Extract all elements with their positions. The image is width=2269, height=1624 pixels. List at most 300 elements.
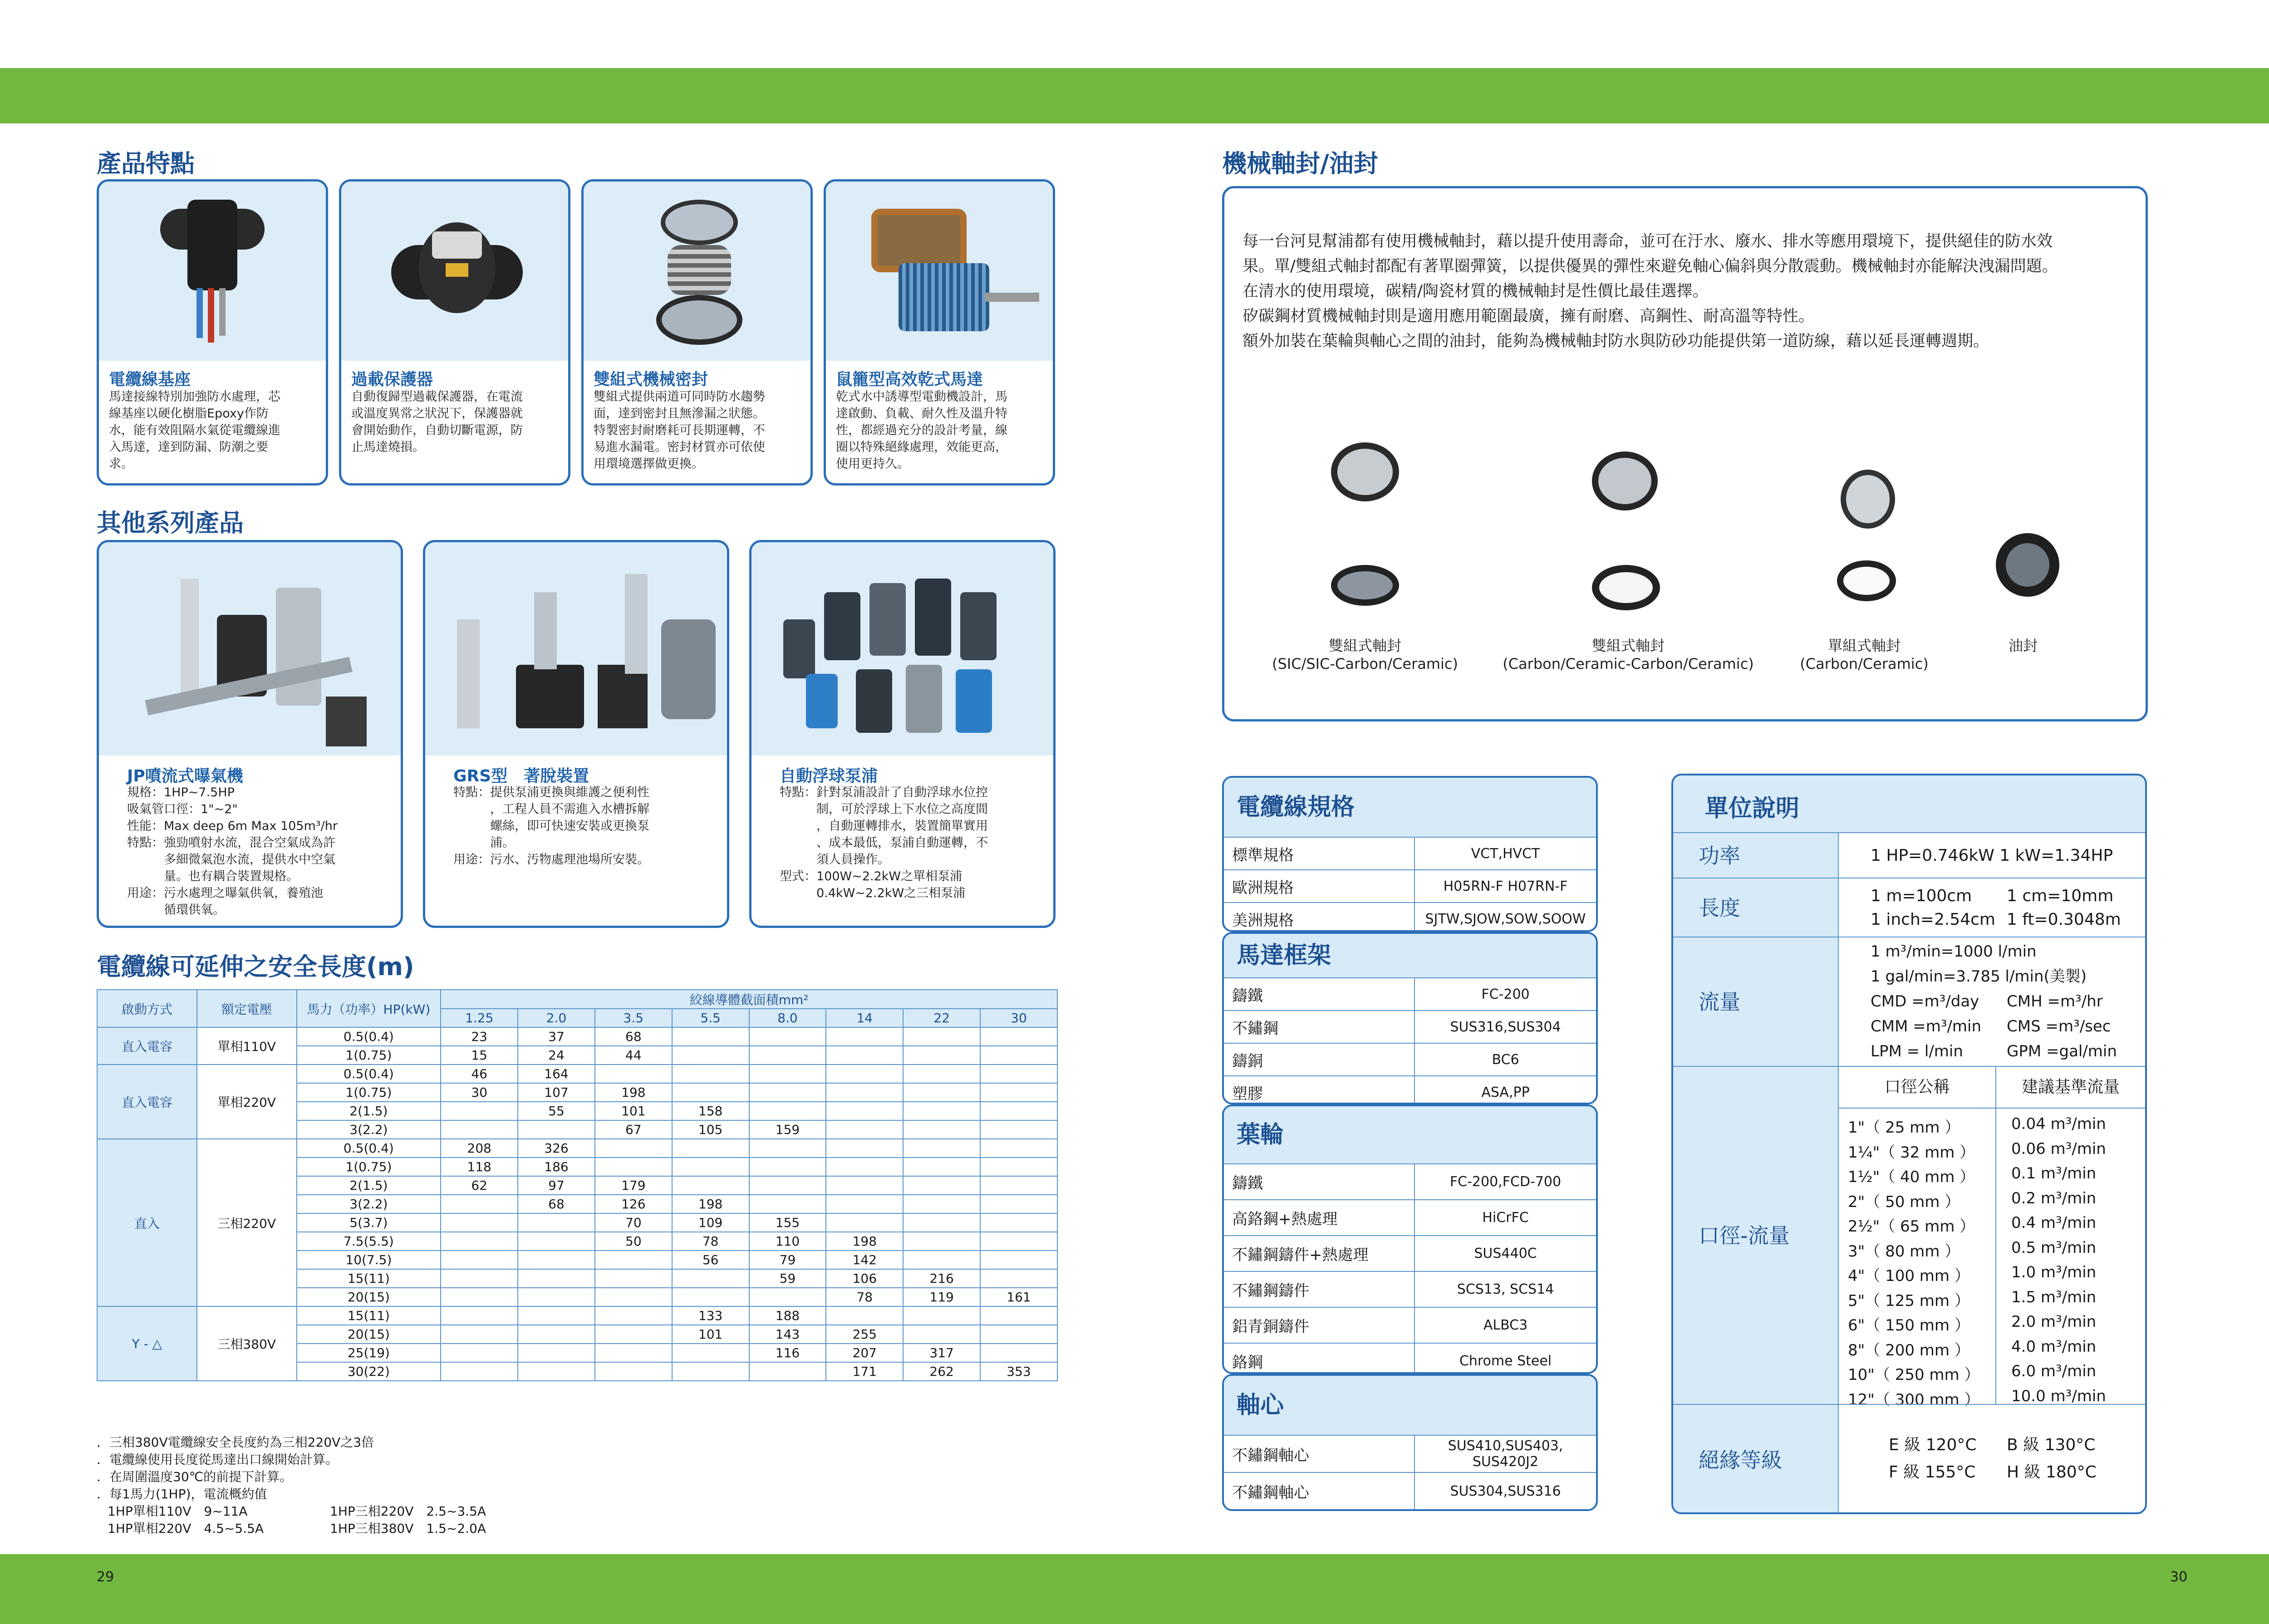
- length-cell: 50: [595, 1232, 672, 1251]
- length-cell: [595, 1344, 672, 1362]
- feature-title: 鼠籠型高效乾式馬達: [836, 370, 983, 389]
- length-cell: [595, 1362, 672, 1381]
- length-cell: [980, 1027, 1057, 1046]
- bore-size: 5"（ 125 mm ）: [1848, 1291, 1970, 1310]
- series-card-jp-aerator: [97, 540, 403, 928]
- length-cell: 67: [595, 1120, 672, 1139]
- cross-section-header: 8.0: [749, 1009, 826, 1027]
- spec-value: BC6: [1414, 1043, 1596, 1076]
- bore-row: [1839, 1235, 2145, 1260]
- length-cell: 216: [903, 1269, 980, 1288]
- spec-row: [1224, 1164, 1596, 1200]
- length-cell: 116: [749, 1344, 826, 1362]
- overload-protector-photo: [341, 182, 568, 361]
- hp-cell: 1(0.75): [297, 1158, 441, 1176]
- length-cell: [672, 1065, 749, 1083]
- header-start: 啟動方式: [97, 990, 197, 1027]
- length-cell: [672, 1269, 749, 1288]
- bore-flow: 0.06 m³/min: [2011, 1139, 2106, 1158]
- bore-row: [1839, 1186, 2145, 1211]
- seal-carbon-icon: [1592, 451, 1658, 510]
- length-cell: [980, 1269, 1057, 1288]
- length-cell: [672, 1362, 749, 1381]
- length-cell: [441, 1288, 518, 1306]
- cable-base-photo: [99, 182, 326, 361]
- unit-title: 單位說明: [1705, 795, 1800, 822]
- length-cell: [518, 1288, 595, 1306]
- series-card-grs: [423, 540, 729, 928]
- spec-value: SUS410,SUS403, SUS420J2: [1414, 1435, 1596, 1472]
- length-cell: [903, 1120, 980, 1139]
- feature-text: 自動復歸型過載保護器，在電流 或溫度異常之狀況下，保護器就 會開始動作，自動切斷電源，防 止馬達燒損。: [351, 390, 523, 454]
- spec-row: [1224, 1011, 1596, 1043]
- length-cell: 107: [518, 1083, 595, 1102]
- length-cell: [595, 1158, 672, 1176]
- length-cell: [672, 1344, 749, 1362]
- bore-flow: 1.0 m³/min: [2011, 1263, 2097, 1281]
- length-cell: 164: [518, 1065, 595, 1083]
- length-cell: [903, 1251, 980, 1269]
- spec-value: SUS316,SUS304: [1414, 1011, 1596, 1043]
- table-row: [97, 1139, 1057, 1158]
- feature-card-cable-base: [97, 179, 328, 486]
- length-cell: [441, 1344, 518, 1362]
- spec-row: [1224, 1076, 1596, 1104]
- jp-aerator-photo: [99, 542, 401, 756]
- length-cell: [672, 1083, 749, 1102]
- bore-label: 口徑-流量: [1673, 1066, 1838, 1404]
- start-method-cell: Y - △: [97, 1306, 197, 1381]
- frame-spec-title: 馬達框架: [1224, 934, 1596, 977]
- length-cell: [441, 1306, 518, 1325]
- motor-photo: [826, 182, 1053, 361]
- length-cell: 68: [518, 1195, 595, 1213]
- length-cell: [980, 1232, 1057, 1251]
- top-green-bar: [0, 68, 2269, 123]
- spec-value: HiCrFC: [1414, 1200, 1596, 1236]
- table-row: [97, 1027, 1057, 1046]
- header-voltage: 額定電壓: [197, 990, 297, 1027]
- spec-label: 不鏽鋼鑄件: [1224, 1271, 1414, 1307]
- spec-row: [1224, 1043, 1596, 1076]
- length-cell: [903, 1046, 980, 1065]
- spec-value: SJTW,SJOW,SOW,SOOW: [1414, 903, 1596, 932]
- length-cell: [672, 1139, 749, 1158]
- hp-cell: 1(0.75): [297, 1083, 441, 1102]
- length-cell: [826, 1083, 903, 1102]
- length-cell: 179: [595, 1176, 672, 1195]
- length-cell: [903, 1176, 980, 1195]
- length-cell: [749, 1176, 826, 1195]
- length-cell: [903, 1027, 980, 1046]
- length-label: 長度: [1673, 878, 1838, 937]
- cable-spec-card: [1222, 776, 1598, 932]
- hp-cell: 15(11): [297, 1269, 441, 1288]
- spec-value: SUS440C: [1414, 1236, 1596, 1271]
- length-cell: [980, 1306, 1057, 1325]
- length-cell: [980, 1065, 1057, 1083]
- unit-panel: [1671, 774, 2147, 1514]
- spec-row: [1224, 1236, 1596, 1271]
- feature-card-motor: [824, 179, 1055, 486]
- length-cell: [826, 1306, 903, 1325]
- bore-size: 1½"（ 40 mm ）: [1848, 1168, 1975, 1186]
- shaft-spec-card: [1222, 1374, 1598, 1511]
- bore-flow: 4.0 m³/min: [2011, 1337, 2097, 1356]
- length-cell: [749, 1195, 826, 1213]
- length-cell: [826, 1158, 903, 1176]
- start-method-cell: 直入電容: [97, 1027, 197, 1065]
- length-cell: [826, 1027, 903, 1046]
- cable-spec-title: 電纜線規格: [1224, 778, 1596, 837]
- spec-value: ASA,PP: [1414, 1076, 1596, 1104]
- spec-label: 不鏽鋼軸心: [1224, 1472, 1414, 1509]
- length-cell: [518, 1120, 595, 1139]
- bore-size: 12"（ 300 mm ）: [1848, 1390, 1980, 1409]
- grs-device-photo: [425, 542, 727, 756]
- length-cell: [749, 1083, 826, 1102]
- seal-sic-icon: [1331, 442, 1399, 501]
- hp-cell: 7.5(5.5): [297, 1232, 441, 1251]
- seal-single-icon: [1841, 470, 1895, 529]
- length-cell: [980, 1139, 1057, 1158]
- hp-cell: 25(19): [297, 1344, 441, 1362]
- feature-title: 雙組式機械密封: [594, 370, 708, 389]
- bore-row: [1839, 1161, 2145, 1186]
- cross-section-header: 3.5: [595, 1009, 672, 1027]
- length-cell: 105: [672, 1120, 749, 1139]
- length-cell: 59: [749, 1269, 826, 1288]
- features-title: 產品特點: [97, 149, 195, 178]
- length-cell: 198: [826, 1232, 903, 1251]
- length-cell: 208: [441, 1139, 518, 1158]
- feature-title: 過載保護器: [351, 370, 433, 389]
- hp-cell: 2(1.5): [297, 1176, 441, 1195]
- other-series-title: 其他系列產品: [97, 509, 244, 537]
- length-cell: [595, 1251, 672, 1269]
- spec-label: 鑄銅: [1224, 1043, 1414, 1076]
- spec-value: Chrome Steel: [1414, 1343, 1596, 1374]
- length-cell: 255: [826, 1325, 903, 1344]
- length-cell: [518, 1325, 595, 1344]
- spec-row: [1224, 903, 1596, 932]
- flow-values: 1 m³/min=1000 l/min 1 gal/min=3.785 l/min(美製) CMD =m³/day CMH =m³/hr CMM =m³/min CMS =m³/sec LPM = l/min GPM =gal/min: [1838, 937, 2145, 1067]
- seal-title: 機械軸封/油封: [1222, 149, 1378, 178]
- length-cell: [441, 1120, 518, 1139]
- length-cell: [441, 1251, 518, 1269]
- length-cell: 119: [903, 1288, 980, 1306]
- length-cell: 155: [749, 1213, 826, 1232]
- double-seal-photo: [584, 182, 810, 361]
- length-cell: [903, 1102, 980, 1120]
- length-cell: [980, 1176, 1057, 1195]
- length-cell: [903, 1213, 980, 1232]
- oil-seal-icon: [1996, 533, 2059, 597]
- feature-card-overload: [339, 179, 570, 486]
- length-cell: 106: [826, 1269, 903, 1288]
- length-cell: 23: [441, 1027, 518, 1046]
- voltage-cell: 三相380V: [197, 1306, 297, 1381]
- length-cell: [518, 1344, 595, 1362]
- seal-panel: [1222, 186, 2148, 721]
- length-cell: [980, 1213, 1057, 1232]
- spec-label: 鑄鐵: [1224, 978, 1414, 1011]
- length-cell: 142: [826, 1251, 903, 1269]
- hp-cell: 0.5(0.4): [297, 1027, 441, 1046]
- bore-flow: 0.04 m³/min: [2011, 1115, 2106, 1133]
- length-cell: [980, 1158, 1057, 1176]
- length-cell: 186: [518, 1158, 595, 1176]
- length-cell: 46: [441, 1065, 518, 1083]
- length-cell: [595, 1325, 672, 1344]
- length-cell: [749, 1065, 826, 1083]
- bore-size: 6"（ 150 mm ）: [1848, 1316, 1970, 1335]
- seal-caption: 單組式軸封 (Carbon/Ceramic): [1800, 637, 1929, 672]
- seal-caption: 油封: [2008, 637, 2038, 654]
- shaft-spec-title: 軸心: [1224, 1376, 1596, 1435]
- seal-paragraph: 每一台河見幫浦都有使用機械軸封，藉以提升使用壽命，並可在汙水、廢水、排水等應用環境下，提供絕佳的防水效 果。單/雙組式軸封都配有著單圈彈簧，以提供優異的彈性來避免軸心偏斜與分散震動。機械軸封亦能解決洩漏問題。 在清水的使用環境，碳精/陶瓷材質的機械軸封是性價比最佳選擇。 矽碳鋼材質機械軸封則是適用應用範圍最廣，擁有耐磨、高鋼性、耐高溫等特性。 額外加裝在葉輪與軸心之間的油封，能夠為機械軸封防水與防砂功能提供第一道防線，藉以延長運轉週期。: [1243, 232, 2058, 350]
- float-pump-photo: [751, 542, 1053, 756]
- bore-size: 2½"（ 65 mm ）: [1848, 1217, 1975, 1236]
- length-cell: [595, 1288, 672, 1306]
- length-cell: [980, 1120, 1057, 1139]
- bore-size: 1¼"（ 32 mm ）: [1848, 1143, 1975, 1162]
- length-cell: [672, 1027, 749, 1046]
- length-cell: [672, 1158, 749, 1176]
- length-cell: [903, 1195, 980, 1213]
- bottom-green-bar: [0, 1554, 2269, 1624]
- length-cell: [595, 1306, 672, 1325]
- length-cell: [518, 1269, 595, 1288]
- length-cell: [518, 1251, 595, 1269]
- voltage-cell: 三相220V: [197, 1139, 297, 1306]
- length-cell: [595, 1139, 672, 1158]
- length-values: 1 m=100cm 1 cm=10mm 1 inch=2.54cm 1 ft=0.3048m: [1838, 878, 2145, 937]
- length-cell: 37: [518, 1027, 595, 1046]
- length-cell: 78: [826, 1288, 903, 1306]
- length-cell: [826, 1139, 903, 1158]
- length-cell: [749, 1102, 826, 1120]
- spec-row: [1224, 1343, 1596, 1374]
- length-cell: 161: [980, 1288, 1057, 1306]
- bore-size: 10"（ 250 mm ）: [1848, 1366, 1980, 1384]
- frame-spec-card: [1222, 932, 1598, 1104]
- spec-row: [1224, 978, 1596, 1011]
- length-cell: [441, 1362, 518, 1381]
- feature-text: 乾式水中誘導型電動機設計，馬 達啟動、負載、耐久性及溫升特 性，都經過充分的設計考量，線 圈以特殊絕緣處理，效能更高， 使用更持久。: [836, 390, 1007, 471]
- length-cell: [441, 1195, 518, 1213]
- length-cell: 353: [980, 1362, 1057, 1381]
- series-card-float-pump: [749, 540, 1056, 928]
- bore-row: [1839, 1210, 2145, 1235]
- bore-row: [1839, 1285, 2145, 1310]
- cross-section-header: 30: [980, 1009, 1057, 1027]
- seal-caption: 雙組式軸封 (Carbon/Ceramic-Carbon/Ceramic): [1503, 637, 1754, 672]
- length-cell: [749, 1027, 826, 1046]
- length-cell: 118: [441, 1158, 518, 1176]
- length-cell: 207: [826, 1344, 903, 1362]
- length-cell: [595, 1269, 672, 1288]
- length-cell: 30: [441, 1083, 518, 1102]
- series-text: 特點：提供泵浦更換與維護之便利性 ，工程人員不需進入水槽拆解 螺絲，即可快速安裝或更換泵 浦。 用途：污水、汚物處理池場所安裝。: [453, 785, 649, 867]
- length-cell: [672, 1046, 749, 1065]
- length-cell: [980, 1195, 1057, 1213]
- hp-cell: 10(7.5): [297, 1251, 441, 1269]
- bore-size: 4"（ 100 mm ）: [1848, 1267, 1970, 1285]
- hp-cell: 20(15): [297, 1325, 441, 1344]
- hp-cell: 0.5(0.4): [297, 1065, 441, 1083]
- length-cell: 133: [672, 1306, 749, 1325]
- flow-label: 流量: [1673, 937, 1838, 1066]
- cable-length-title: 電纜線可延伸之安全長度(m): [97, 952, 414, 981]
- hp-cell: 1(0.75): [297, 1046, 441, 1065]
- spec-row: [1224, 870, 1596, 903]
- table-row: [97, 1306, 1057, 1325]
- length-cell: 55: [518, 1102, 595, 1120]
- length-cell: [980, 1102, 1057, 1120]
- spec-value: SUS304,SUS316: [1414, 1472, 1596, 1509]
- length-cell: [903, 1139, 980, 1158]
- seal-caption: 雙組式軸封 (SIC/SIC-Carbon/Ceramic): [1272, 637, 1458, 672]
- spec-row: [1224, 1307, 1596, 1343]
- length-cell: [826, 1195, 903, 1213]
- impeller-spec-card: [1222, 1104, 1598, 1374]
- spec-label: 不鏽鋼: [1224, 1011, 1414, 1043]
- length-cell: 126: [595, 1195, 672, 1213]
- feature-title: 電纜線基座: [109, 370, 191, 389]
- impeller-spec-title: 葉輪: [1224, 1106, 1596, 1163]
- start-method-cell: 直入電容: [97, 1065, 197, 1139]
- length-cell: 15: [441, 1046, 518, 1065]
- spec-label: 高鉻鋼+熱處理: [1224, 1200, 1414, 1236]
- bore-row: [1839, 1309, 2145, 1334]
- bore-flow: 0.1 m³/min: [2011, 1164, 2097, 1182]
- length-cell: [826, 1046, 903, 1065]
- length-cell: 158: [672, 1102, 749, 1120]
- seal-carbon-ring-icon: [1592, 565, 1660, 610]
- length-cell: [826, 1065, 903, 1083]
- length-cell: 78: [672, 1232, 749, 1251]
- insulation-label: 絕緣等級: [1673, 1404, 1838, 1514]
- length-cell: [672, 1176, 749, 1195]
- spec-value: FC-200,FCD-700: [1414, 1164, 1596, 1200]
- spec-label: 鋁青銅鑄件: [1224, 1307, 1414, 1343]
- bore-flow: 1.5 m³/min: [2011, 1288, 2097, 1306]
- cross-section-header: 2.0: [518, 1009, 595, 1027]
- length-cell: 171: [826, 1362, 903, 1381]
- hp-cell: 30(22): [297, 1362, 441, 1381]
- cross-section-header: 5.5: [672, 1009, 749, 1027]
- length-cell: 317: [903, 1344, 980, 1362]
- bore-flow: 0.5 m³/min: [2011, 1238, 2097, 1257]
- length-cell: [826, 1213, 903, 1232]
- table-row: [97, 1065, 1057, 1083]
- length-cell: 110: [749, 1232, 826, 1251]
- bore-size: 2"（ 50 mm ）: [1848, 1192, 1960, 1211]
- bore-flow: 10.0 m³/min: [2011, 1387, 2106, 1405]
- header-cross-section: 絞線導體截面積mm²: [441, 990, 1057, 1009]
- feature-card-double-seal: [581, 179, 813, 486]
- length-cell: [749, 1046, 826, 1065]
- length-cell: 101: [595, 1102, 672, 1120]
- length-cell: 44: [595, 1046, 672, 1065]
- length-cell: 198: [595, 1083, 672, 1102]
- length-cell: [441, 1232, 518, 1251]
- length-cell: [903, 1158, 980, 1176]
- bore-size: 3"（ 80 mm ）: [1848, 1242, 1960, 1261]
- bore-flow: 0.2 m³/min: [2011, 1189, 2097, 1207]
- spec-row: [1224, 1200, 1596, 1236]
- length-cell: [903, 1325, 980, 1344]
- cross-section-header: 22: [903, 1009, 980, 1027]
- length-cell: 97: [518, 1176, 595, 1195]
- power-value: 1 HP=0.746kW 1 kW=1.34HP: [1838, 832, 2145, 878]
- length-cell: [903, 1232, 980, 1251]
- feature-text: 雙組式提供兩道可同時防水趨勢 面，達到密封且無滲漏之狀態。 特製密封耐磨耗可長期運轉，不 易進水漏電。密封材質亦可依使 用環境選擇做更換。: [594, 390, 765, 471]
- length-cell: [980, 1046, 1057, 1065]
- length-cell: [672, 1288, 749, 1306]
- bore-row: [1839, 1359, 2145, 1384]
- length-cell: 68: [595, 1027, 672, 1046]
- hp-cell: 5(3.7): [297, 1213, 441, 1232]
- length-cell: [518, 1232, 595, 1251]
- spec-row: [1224, 1472, 1596, 1509]
- left-page-number: 29: [97, 1569, 114, 1585]
- feature-text: 馬達接線特別加強防水處理，芯 線基座以硬化樹脂Epoxy作防 水，能有效阻隔水氣從電纜線進 入馬達，達到防漏、防潮之要 求。: [109, 390, 280, 471]
- length-cell: 62: [441, 1176, 518, 1195]
- hp-cell: 0.5(0.4): [297, 1139, 441, 1158]
- cable-notes: ．三相380V電纜線安全長度約為三相220V之3倍 ．電纜線使用長度從馬達出口線開始計算。 ．在周圍溫度30℃的前提下計算。 ．每1馬力(1HP)，電流概約值 1HP單相110V 9~11A 1HP三相220V 2.5~3.5A 1HP單相220V 4.5~5.5A 1HP三相380V 1.5~2.0A: [97, 1435, 486, 1536]
- series-text: 特點：針對泵浦設計了自動浮球水位控 制，可於浮球上下水位之高度間 ，自動運轉排水，裝置簡單實用 、成本最低，泵浦自動運轉，不 須人員操作。 型式：100W~2.2kW之單相泵浦 0.4kW~2.2kW之三相泵浦: [780, 785, 988, 900]
- bore-size: 1"（ 25 mm ）: [1848, 1119, 1960, 1137]
- length-cell: 101: [672, 1325, 749, 1344]
- bore-row: [1839, 1260, 2145, 1285]
- length-cell: [441, 1102, 518, 1120]
- hp-cell: 20(15): [297, 1288, 441, 1306]
- bore-flow: 6.0 m³/min: [2011, 1362, 2097, 1380]
- cross-section-header: 14: [826, 1009, 903, 1027]
- series-text: 規格：1HP~7.5HP 吸氣管口徑：1"~2" 性能：Max deep 6m Max 105m³/hr 特點：強勁噴射水流，混合空氣成為許 多細微氣泡水流，提供水中空氣 量。也有耦合裝置規格。 用途：污水處理之曝氣供氧，養殖池 循環供氧。: [127, 785, 338, 917]
- length-cell: [826, 1102, 903, 1120]
- spec-value: H05RN-F H07RN-F: [1414, 870, 1596, 903]
- length-cell: [441, 1213, 518, 1232]
- length-cell: [980, 1083, 1057, 1102]
- length-cell: 56: [672, 1251, 749, 1269]
- length-cell: 109: [672, 1213, 749, 1232]
- spec-label: 鉻鋼: [1224, 1343, 1414, 1374]
- spec-label: 鑄鐵: [1224, 1164, 1414, 1200]
- length-cell: 188: [749, 1306, 826, 1325]
- spec-row: [1224, 1435, 1596, 1472]
- length-cell: 24: [518, 1046, 595, 1065]
- length-cell: 79: [749, 1251, 826, 1269]
- length-cell: [749, 1288, 826, 1306]
- insulation-values: E 級 120°C B 級 130°C F 級 155°C H 級 180°C: [1838, 1404, 2145, 1514]
- right-page-number: 30: [2170, 1569, 2188, 1585]
- spec-label: 美洲規格: [1224, 903, 1414, 932]
- bore-flow: 0.4 m³/min: [2011, 1214, 2097, 1232]
- length-cell: 70: [595, 1213, 672, 1232]
- cross-section-header: 1.25: [441, 1009, 518, 1027]
- bore-row: [1839, 1136, 2145, 1161]
- bore-row: [1839, 1334, 2145, 1359]
- spec-label: 不鏽鋼軸心: [1224, 1435, 1414, 1472]
- cable-length-table: [97, 989, 1058, 1381]
- power-label: 功率: [1673, 832, 1838, 878]
- header-hp: 馬力（功率）HP(kW): [297, 990, 441, 1027]
- seal-sic-ring-icon: [1331, 565, 1399, 606]
- hp-cell: 3(2.2): [297, 1120, 441, 1139]
